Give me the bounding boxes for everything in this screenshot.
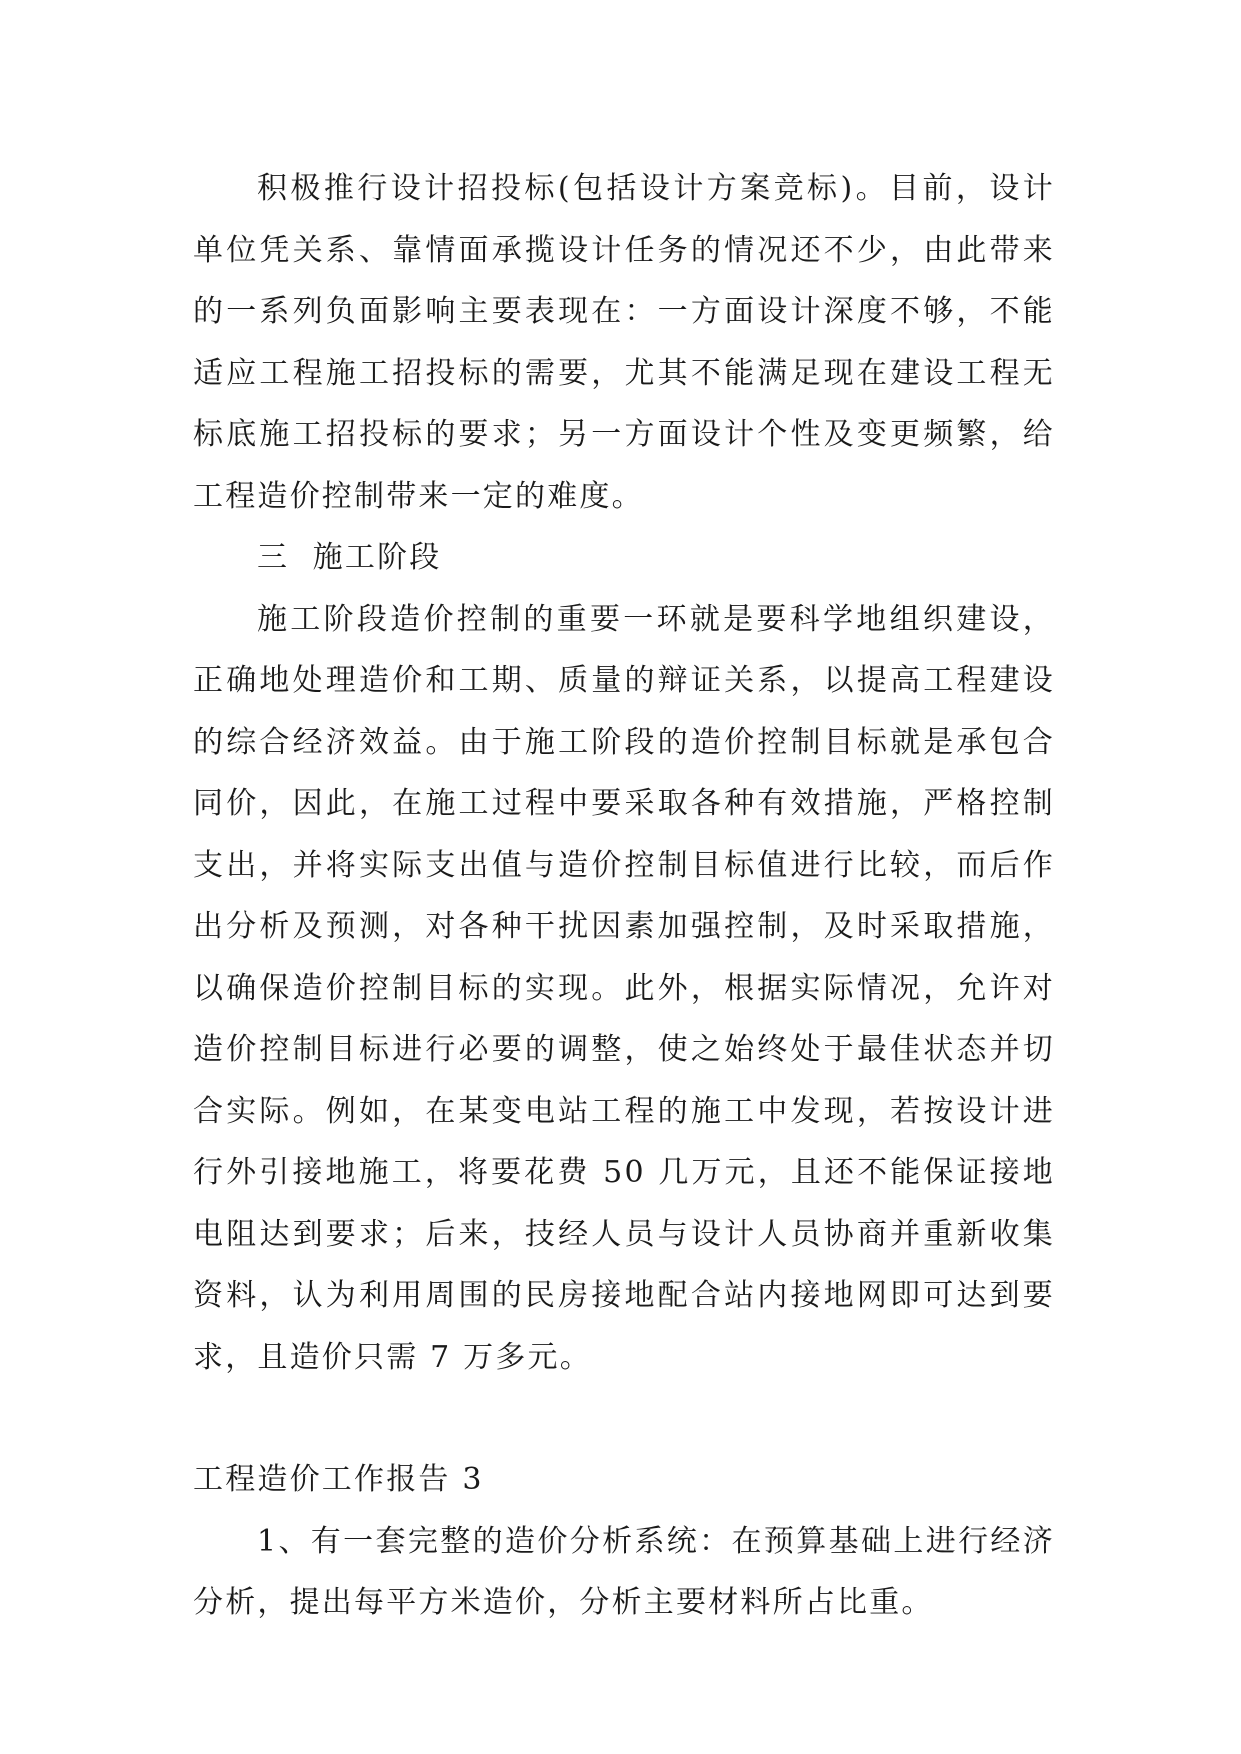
- paragraph-cost-analysis-system: 1、有一套完整的造价分析系统：在预算基础上进行经济分析，提出每平方米造价，分析主要材料所占比重。: [193, 1523, 1055, 1620]
- section-heading-construction-stage: 三 施工阶段: [257, 540, 442, 575]
- report-heading: 工程造价工作报告 3: [193, 1462, 484, 1497]
- paragraph-design-bidding: 积极推行设计招投标(包括设计方案竞标)。目前，设计单位凭关系、靠情面承揽设计任务的情况还不少，由此带来的一系列负面影响主要表现在：一方面设计深度不够，不能适应工程施工招投标的需要，尤其不能满足现在建设工程无标底施工招投标的要求；另一方面设计个性及变更频繁，给工程造价控制带来一定的难度。: [193, 171, 1055, 514]
- paragraph-construction-cost-control: 施工阶段造价控制的重要一环就是要科学地组织建设，正确地处理造价和工期、质量的辩证关系，以提高工程建设的综合经济效益。由于施工阶段的造价控制目标就是承包合同价，因此，在施工过程中要采取各种有效措施，严格控制支出，并将实际支出值与造价控制目标值进行比较，而后作出分析及预测，对各种干扰因素加强控制，及时采取措施，以确保造价控制目标的实现。此外，根据实际情况，允许对造价控制目标进行必要的调整，使之始终处于最佳状态并切合实际。例如，在某变电站工程的施工中发现，若按设计进行外引接地施工，将要花费 50 几万元，且还不能保证接地电阻达到要求；后来，技经人员与设计人员协商并重新收集资料，认为利用周围的民房接地配合站内接地网即可达到要求，且造价只需 7 万多元。: [193, 601, 1055, 1375]
- document-body: [193, 158, 1055, 1634]
